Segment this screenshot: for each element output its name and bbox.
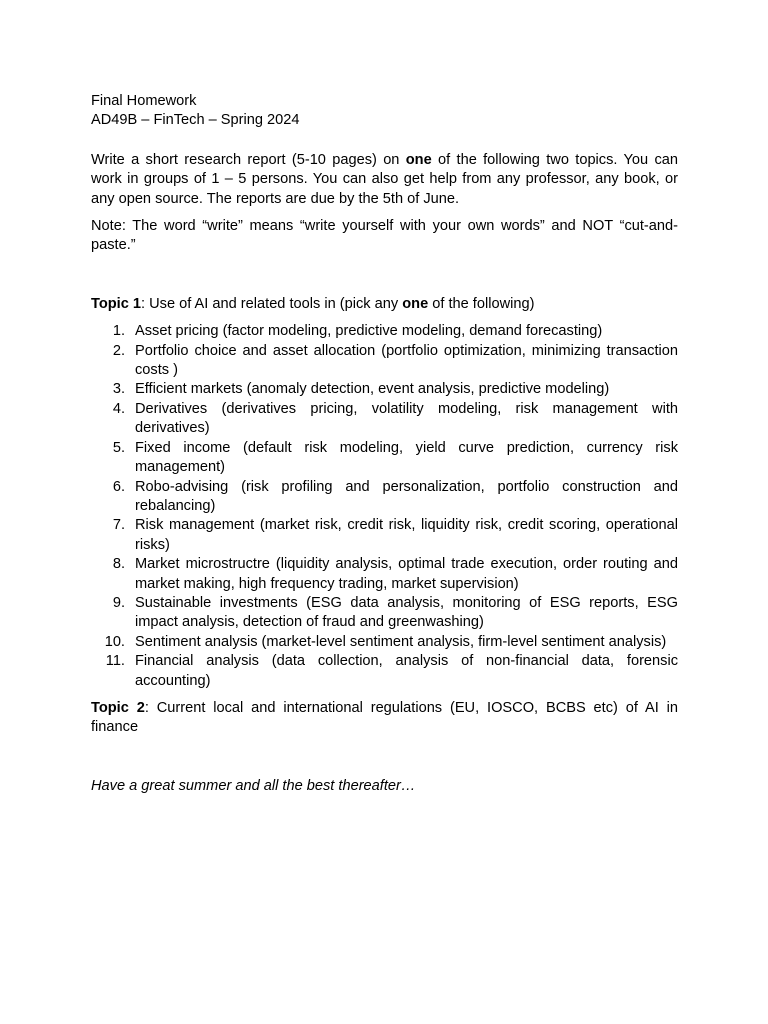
topic2-text: : Current local and international regulations (EU, IOSCO, BCBS etc) of AI in finance bbox=[91, 699, 678, 736]
list-item-number: 1. bbox=[112, 323, 125, 340]
list-item bbox=[91, 594, 678, 633]
topic1-bold-one: one bbox=[402, 295, 429, 312]
intro-bold-one: one bbox=[405, 151, 432, 168]
topic1-heading bbox=[91, 295, 678, 314]
intro-text-after: of the following two topics. You can work in groups of 1 – 5 persons. You can also get help from any professor, any book, or any open source. The reports are due by the 5th of June. bbox=[91, 151, 678, 207]
list-item-text: Efficient markets (anomaly detection, event analysis, predictive modeling) bbox=[135, 381, 610, 398]
list-item-text: Market microstructre (liquidity analysis, optimal trade execution, order routing and market making, high frequency trading, market supervision) bbox=[135, 556, 678, 592]
list-item bbox=[91, 555, 678, 594]
list-item bbox=[91, 516, 678, 555]
list-item-text: Asset pricing (factor modeling, predictive modeling, demand forecasting) bbox=[135, 323, 603, 340]
list-item-number: 3. bbox=[112, 381, 125, 398]
topic1-label: Topic 1 bbox=[91, 295, 142, 312]
closing-line: Have a great summer and all the best thereafter… bbox=[91, 777, 416, 794]
note-paragraph: Note: The word “write” means “write yourself with your own words” and NOT “cut-and-paste.” bbox=[91, 218, 678, 254]
list-item-text: Robo-advising (risk profiling and personalization, portfolio construction and rebalancing) bbox=[135, 478, 678, 514]
list-item-text: Sustainable investments (ESG data analysis, monitoring of ESG reports, ESG impact analysis, detection of fraud and greenwashing) bbox=[135, 594, 678, 631]
topic1-text-before: : Use of AI and related tools in (pick any bbox=[141, 295, 403, 312]
topic2-paragraph bbox=[91, 699, 678, 738]
list-item-text: Derivatives (derivatives pricing, volatility modeling, risk management with derivatives) bbox=[135, 400, 678, 437]
list-item bbox=[91, 342, 678, 381]
list-item bbox=[91, 322, 678, 341]
course-line: AD49B – FinTech – Spring 2024 bbox=[91, 112, 300, 129]
topic1-text-after: of the following) bbox=[428, 295, 535, 312]
list-item-number: 4. bbox=[112, 400, 125, 417]
list-item-number: 2. bbox=[112, 342, 125, 359]
list-item-text: Sentiment analysis (market-level sentiment analysis, firm-level sentiment analysis) bbox=[135, 633, 667, 650]
document-header bbox=[91, 92, 678, 131]
list-item-text: Portfolio choice and asset allocation (portfolio optimization, minimizing transaction costs ) bbox=[135, 342, 678, 379]
list-item-number: 10. bbox=[104, 633, 125, 650]
document-title: Final Homework bbox=[91, 93, 197, 109]
list-item-number: 6. bbox=[112, 478, 125, 495]
list-item bbox=[91, 439, 678, 478]
list-item-number: 9. bbox=[112, 594, 125, 611]
list-item-text: Fixed income (default risk modeling, yield curve prediction, currency risk management) bbox=[135, 439, 678, 476]
list-item bbox=[91, 633, 678, 652]
topic2-label: Topic 2 bbox=[91, 699, 145, 716]
list-item-number: 8. bbox=[112, 556, 125, 573]
topic1-list bbox=[91, 322, 678, 691]
list-item bbox=[91, 380, 678, 399]
document-body bbox=[91, 92, 678, 796]
list-item-number: 5. bbox=[112, 439, 125, 456]
list-item bbox=[91, 478, 678, 517]
list-item-text: Risk management (market risk, credit risk, liquidity risk, credit scoring, operational risks) bbox=[135, 517, 678, 553]
list-item-text: Financial analysis (data collection, analysis of non-financial data, forensic accounting) bbox=[135, 653, 678, 689]
list-item bbox=[91, 652, 678, 691]
intro-text-before: Write a short research report (5-10 pages) on bbox=[91, 151, 406, 168]
intro-paragraph bbox=[91, 151, 678, 209]
list-item bbox=[91, 400, 678, 439]
list-item-number: 11. bbox=[105, 653, 125, 670]
list-item-number: 7. bbox=[112, 517, 125, 534]
